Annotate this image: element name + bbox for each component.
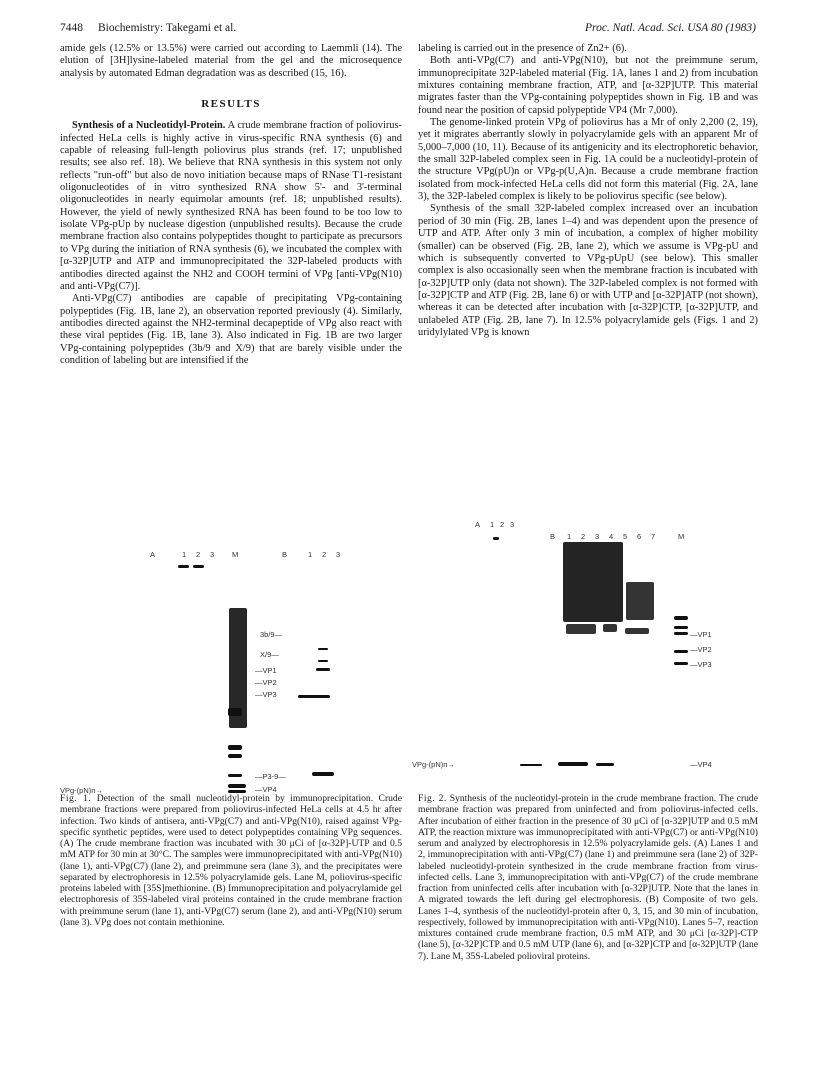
- paragraph: [60, 120, 402, 293]
- caption-label: Fig. 2.: [418, 793, 447, 804]
- gel-band: [228, 754, 242, 758]
- gel-band: [625, 628, 649, 634]
- lane-label: 1: [182, 550, 187, 559]
- lane-label: 3: [510, 520, 515, 529]
- paragraph: Both anti-VPg(C7) and anti-VPg(N10), but not the preimmune serum, immunoprecipitate 32P-labeled material (Fig. 1A, lanes 1 and 2) from incubation mixtures containing membrane fraction, ATP, and [α-32P]UTP. This material migrates faster than the VPg-containing polypeptides shown in Fig. 1B and was found near the position of capsid polypeptide VP4 (Mr 7,000).: [418, 55, 758, 116]
- gel-band: [318, 648, 328, 650]
- vpg-label: VPg-(pN)n→: [60, 786, 103, 795]
- paragraph: amide gels (12.5% or 13.5%) were carried out according to Laemmli (14). The elution of [3H]lysine-labeled material from the gel and the microsequence analysis by automated Edman degradation was as described (15, 16).: [60, 43, 402, 79]
- caption-text: Synthesis of the nucleotidyl-protein in the crude membrane fraction. The crude membrane fraction was prepared from uninfected and from poliovirus-infected cells. After incubation of either fraction in the presence of 30 μCi of [α-32P]UTP and 0.5 mM ATP, the reaction mixture was immunoprecipitated with anti-VPg(C7) or anti-VPg(N10) serum and analyzed by electrophoresis in 12.5% polyacrylamide gels. (A) Lanes 1 and 2, immunoprecipitation with anti-VPg(C7) (lane 1) and preimmune sera (lane 2) of 32P-labeled nucleotidyl-protein synthesized in the crude membrane fraction from virus-infected cells. Lane 3, immunoprecipitation with anti-VPg(C7) of the crude membrane fraction from uninfected cells after incubation with [α-32P]UTP. Note that the lanes in A migrated towards the left during gel electrophoresis. (B) Composite of two gels. Lanes 1–4, synthesis of the nucleotidyl-protein after 0, 3, 15, and 30 min of incubation, respectively, followed by immunoprecipitation with anti-VPg(N10). Lanes 5–7, reaction mixtures contained crude membrane fraction, 0.5 mM ATP, and 30 μCi [α-32P]-CTP (lane 5), [α-32P]CTP and 0.5 mM UTP (lane 6), and [α-32P]CTP and [α-32P]UTP (lane 7). Lane M, 35S-Labeled polioviral proteins.: [418, 793, 758, 962]
- lane-label: 2: [581, 532, 586, 541]
- gel-band: [178, 565, 189, 568]
- lane-label: 3: [595, 532, 600, 541]
- gel-band: [520, 764, 542, 766]
- marker-label: —VP4: [255, 785, 277, 794]
- marker-label: 3b/9—: [260, 630, 283, 639]
- running-header: [60, 22, 756, 38]
- marker-label: —VP4: [690, 760, 712, 769]
- vpg-label: VPg-(pN)n→: [412, 760, 455, 769]
- panel-label-b: B: [550, 532, 556, 541]
- gel-band: [493, 537, 499, 540]
- gel-band: [193, 565, 204, 568]
- figure-1-gel: [60, 540, 350, 795]
- gel-band: [316, 668, 330, 671]
- figure-2-caption: [418, 793, 758, 962]
- gel-band: [558, 762, 588, 766]
- lane-label: 2: [196, 550, 201, 559]
- journal-citation: Proc. Natl. Acad. Sci. USA 80 (1983): [585, 22, 756, 34]
- marker-label: —VP1: [255, 666, 277, 675]
- gel-smear: [563, 542, 623, 622]
- lane-label: 4: [609, 532, 614, 541]
- right-column: [418, 43, 758, 339]
- gel-band: [228, 745, 242, 750]
- lane-label-m: M: [232, 550, 239, 559]
- paragraph-text: A crude membrane fraction of poliovirus-infected HeLa cells is highly active in virus-specific RNA synthesis (6) and capable of releasing full-length poliovirus plus strands (ref. 17; unpublished results; see also ref. 18). We believe that RNA synthesis in this system not only reflects "run-off" but also de novo initiation because maps of RNase T1-resistant oligonucleotides of in vitro synthesized RNA show 5'- and 3'-terminal oligonucleotides in nearly equimolar amounts (ref. 18; unpublished results). However, the yield of newly synthesized RNA has been found to be too low to isolate VPg-pUp by nuclease digestion (unpublished results). Because the crude membrane fraction also contains polypeptides thought to participate as precursors to VPg during the initiation of RNA synthesis (6), we incubated the complex with [α-32P]UTP and ATP and immunoprecipitated the 32P-labeled products with antibodies directed against the NH2 and COOH termini of VPg [anti-VPg(N10) and anti-VPg(C7)].: [60, 120, 402, 292]
- lane-label: 5: [623, 532, 628, 541]
- gel-band: [596, 763, 614, 766]
- gel-band: [674, 632, 688, 635]
- left-column: [60, 43, 402, 367]
- paragraph: Synthesis of the small 32P-labeled complex increased over an incubation period of 30 min (Fig. 2B, lanes 1–4) and was dependent upon the presence of UTP and ATP. After only 3 min of incubation, a complex of higher mobility (smaller) can be observed (Fig. 2B, lane 2), which we assume is VPg-pU and which is subsequently converted to VPg-pUpU (see below). This smaller complex is also occasionally seen when the membrane fraction is incubated with [α-32P]UTP only (data not shown). The 32P-labeled complex is not formed with [α-32P]CTP and ATP (Fig. 2B, lane 6) or with UTP and [α-32P]ATP (not shown), whereas it can be detected after incubation with [α-32P]CTP, [α-32P]UTP, and unlabeled ATP (Fig. 2B, lane 7). In 12.5% polyacrylamide gels (Figs. 1 and 2) uridylylated VPg is known: [418, 203, 758, 338]
- figure-1-caption: [60, 793, 402, 928]
- lane-label-m: M: [678, 532, 685, 541]
- subsection-heading: Synthesis of a Nucleotidyl-Protein.: [72, 120, 226, 132]
- page-number: 7448: [60, 22, 83, 34]
- gel-band: [228, 784, 246, 788]
- lane-label: 1: [490, 520, 495, 529]
- section-heading: RESULTS: [201, 98, 261, 111]
- lane-label: 1: [308, 550, 313, 559]
- marker-label: —VP2: [690, 645, 712, 654]
- panel-label-b: B: [282, 550, 288, 559]
- caption-text: Detection of the small nucleotidyl-protein by immunoprecipitation. Crude membrane fractions were prepared from poliovirus-infected HeLa cells at 4.5 hr after infection. Two kinds of antisera, anti-VPg(C7) and anti-VPg(N10), raised against VPg-specific synthetic peptides, were used to detect polypeptides containing VPg sequences. (A) The crude membrane fraction was incubated with 30 μCi of [α-32P]-UTP and 0.5 mM ATP for 30 min at 30°C. The samples were immunoprecipitated with anti-VPg(N10) (lane 1), anti-VPg(C7) (lane 2), and preimmune sera (lane 3), and the precipitates were separated by electrophoresis in 12.5% polyacrylamide gels. Lane M, poliovirus-specific proteins labeled with [35S]methionine. (B) Immunoprecipitation and polyacrylamide gel electrophoresis of 35S-labeled viral proteins contained in the crude membrane fraction with preimmune serum (lane 1), anti-VPg(C7) serum (lane 2), and anti-VPg(N10) serum (lane 3). VPg does not contain methionine.: [60, 793, 402, 928]
- marker-label: —P3-9—: [255, 772, 286, 781]
- lane-label: 2: [322, 550, 327, 559]
- paragraph: Anti-VPg(C7) antibodies are capable of precipitating VPg-containing polypeptides (Fig. 1B, lane 2), an observation reported previously (4). Similarly, antibodies directed against the NH2-terminal decapeptide of VPg also react with these viral peptides (Fig. 1B, lane 3). Also indicated in Fig. 1B are two larger VPg-containing polypeptides (3b/9 and X/9) that are barely visible under the condition of labeling but are intensified if the: [60, 293, 402, 366]
- lane-label: 3: [336, 550, 341, 559]
- panel-label-a: A: [150, 550, 156, 559]
- lane-label: 6: [637, 532, 642, 541]
- marker-label: —VP3: [690, 660, 712, 669]
- gel-band: [674, 616, 688, 620]
- gel-band: [674, 626, 688, 629]
- paragraph: The genome-linked protein VPg of poliovirus has a Mr of only 2,200 (2, 19), yet it migrates aberrantly slowly in polyacrylamide gels with an apparent Mr of 5,000–7,000 (10, 11). Because of its antigenicity and its electrophoretic behavior, the small 32P-labeled complex seen in Fig. 1A could be a nucleotidyl-protein of the structure VPg(pU)n or VPg-p(U,A)n. Because a crude membrane fraction isolated from mock-infected HeLa cells did not form this material (Fig. 2A, lane 3), the 32P-labeled complex is likely to be poliovirus specific (see below).: [418, 117, 758, 203]
- lane-label: 2: [500, 520, 505, 529]
- gel-band: [312, 772, 334, 776]
- lane-label: 1: [567, 532, 572, 541]
- figure-2-gel: [400, 512, 730, 777]
- caption-label: Fig. 1.: [60, 793, 92, 804]
- lane-label: 7: [651, 532, 656, 541]
- gel-band: [566, 624, 596, 634]
- marker-label: X/9—: [260, 650, 279, 659]
- gel-band: [674, 650, 688, 653]
- gel-band: [228, 708, 242, 716]
- marker-label: —VP2: [255, 678, 277, 687]
- gel-band: [318, 660, 328, 662]
- gel-band: [603, 624, 617, 632]
- panel-label-a: A: [475, 520, 481, 529]
- lane-label: 3: [210, 550, 215, 559]
- marker-label: —VP3: [255, 690, 277, 699]
- paragraph: labeling is carried out in the presence of Zn2+ (6).: [418, 43, 627, 54]
- gel-smear: [626, 582, 654, 620]
- marker-label: —VP1: [690, 630, 712, 639]
- gel-band: [228, 774, 242, 777]
- gel-band: [674, 662, 688, 665]
- gel-band: [298, 695, 330, 698]
- journal-section: Biochemistry: Takegami et al.: [98, 22, 237, 34]
